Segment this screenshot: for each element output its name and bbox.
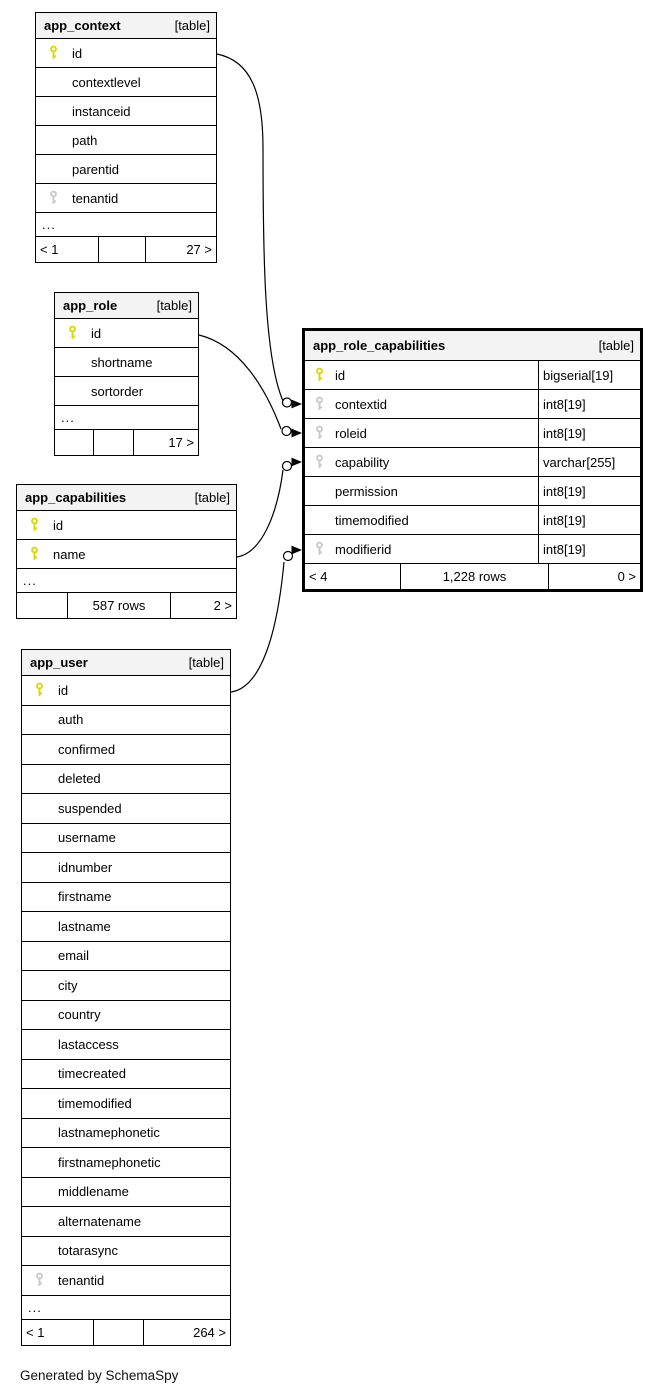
table-tag: [table]	[194, 490, 230, 505]
key-placeholder	[22, 1007, 58, 1023]
column-name: suspended	[58, 800, 122, 816]
column-row-tenantid	[36, 184, 216, 213]
column-row-id	[22, 676, 230, 706]
key-glyph	[35, 1272, 44, 1288]
edge-line	[231, 562, 284, 692]
column-type: int8[19]	[538, 535, 640, 563]
column-row-sortorder	[55, 377, 198, 406]
column-name: lastaccess	[58, 1036, 119, 1052]
column-name: permission	[335, 483, 398, 499]
column-name: firstname	[58, 889, 112, 905]
table-tag: [table]	[188, 655, 224, 670]
column-name: auth	[58, 712, 84, 728]
key-placeholder	[55, 383, 91, 399]
column-row-timemodified	[305, 506, 640, 535]
column-row-path	[36, 126, 216, 155]
column-row-shortname	[55, 348, 198, 377]
column-row-permission	[305, 477, 640, 506]
table-tag: [table]	[156, 298, 192, 313]
table-tag: [table]	[174, 18, 210, 33]
key-glyph	[315, 454, 324, 470]
column-name: id	[91, 325, 102, 341]
stat-children: 17 >	[168, 435, 194, 450]
column-row-firstname	[22, 883, 230, 913]
column-type: int8[19]	[538, 477, 640, 505]
key-glyph	[315, 367, 324, 383]
table-columns	[55, 319, 198, 406]
stat-rows	[99, 237, 146, 262]
edge-app_context-id-to-contextid	[217, 54, 302, 408]
key-glyph	[35, 682, 44, 698]
generated-by-note: Generated by SchemaSpy	[20, 1368, 179, 1383]
stat-parents	[17, 593, 68, 618]
key-placeholder	[22, 889, 58, 905]
stat-children: 27 >	[186, 242, 212, 257]
column-name: timecreated	[58, 1066, 126, 1082]
table-tag: [table]	[598, 338, 634, 353]
stat-parents: < 4	[305, 564, 401, 589]
key-placeholder	[22, 800, 58, 816]
table-header	[55, 293, 198, 319]
column-name: deleted	[58, 771, 101, 787]
table-stats	[17, 593, 236, 618]
stat-rows	[94, 430, 134, 455]
column-row-roleid	[305, 419, 640, 448]
column-row-capability	[305, 448, 640, 477]
ellipsis-row: ...	[55, 406, 198, 430]
key-placeholder	[22, 1125, 58, 1141]
column-type: int8[19]	[538, 419, 640, 447]
column-name: contextid	[335, 396, 388, 412]
column-row-instanceid	[36, 97, 216, 126]
edge-circle	[283, 398, 292, 407]
column-name: firstnamephonetic	[58, 1154, 161, 1170]
column-name: timemodified	[335, 512, 409, 528]
ellipsis-row: ...	[22, 1296, 230, 1320]
key-placeholder	[55, 354, 91, 370]
column-name: sortorder	[91, 383, 144, 399]
column-name: confirmed	[58, 741, 116, 757]
table-header	[305, 331, 640, 361]
stat-children: 2 >	[213, 598, 232, 613]
column-row-confirmed	[22, 735, 230, 765]
column-name: name	[53, 546, 86, 562]
table-columns	[36, 39, 216, 213]
stat-children: 264 >	[193, 1324, 226, 1340]
table-header	[36, 13, 216, 39]
column-type: bigserial[19]	[538, 361, 640, 389]
table-name[interactable]: app_role_capabilities	[313, 338, 446, 353]
column-row-timemodified	[22, 1089, 230, 1119]
column-row-email	[22, 942, 230, 972]
column-row-suspended	[22, 794, 230, 824]
column-row-totarasync	[22, 1237, 230, 1267]
stat-parents: < 1	[22, 1320, 94, 1345]
table-stats	[305, 564, 640, 589]
foreign-key-icon	[305, 454, 335, 470]
key-placeholder	[22, 830, 58, 846]
table-columns	[22, 676, 230, 1296]
stat-parents: < 1	[36, 237, 99, 262]
edge-arrowhead	[292, 429, 303, 438]
column-name: instanceid	[72, 103, 131, 119]
edge-line	[237, 470, 283, 557]
column-name: lastnamephonetic	[58, 1125, 160, 1141]
column-row-idnumber	[22, 853, 230, 883]
foreign-key-icon	[305, 541, 335, 557]
table-header	[17, 485, 236, 511]
column-name: roleid	[335, 425, 367, 441]
column-row-lastaccess	[22, 1030, 230, 1060]
column-row-modifierid	[305, 535, 640, 564]
key-placeholder	[22, 741, 58, 757]
column-row-id	[36, 39, 216, 68]
column-name: shortname	[91, 354, 153, 370]
key-placeholder	[22, 918, 58, 934]
edge-circle	[283, 462, 292, 471]
foreign-key-icon	[305, 396, 335, 412]
key-placeholder	[22, 1036, 58, 1052]
ellipsis-row: ...	[17, 569, 236, 593]
key-placeholder	[22, 859, 58, 875]
edge-line	[217, 54, 283, 401]
key-glyph	[30, 517, 39, 533]
column-row-name	[17, 540, 236, 569]
key-glyph	[68, 325, 77, 341]
key-glyph	[30, 546, 39, 562]
column-row-firstnamephonetic	[22, 1148, 230, 1178]
column-row-id	[55, 319, 198, 348]
table-name[interactable]: app_user	[30, 655, 88, 670]
edge-app_user-id-to-modifierid	[231, 546, 302, 692]
column-name: contextlevel	[72, 74, 141, 90]
column-name: timemodified	[58, 1095, 132, 1111]
key-placeholder	[22, 1154, 58, 1170]
table-stats	[55, 430, 198, 455]
column-row-middlename	[22, 1178, 230, 1208]
key-glyph	[315, 425, 324, 441]
column-name: city	[58, 977, 78, 993]
column-row-lastnamephonetic	[22, 1119, 230, 1149]
foreign-key-icon	[305, 425, 335, 441]
column-row-city	[22, 971, 230, 1001]
column-row-timecreated	[22, 1060, 230, 1090]
foreign-key-icon	[36, 190, 72, 206]
stat-rows	[94, 1320, 144, 1345]
column-name: lastname	[58, 918, 111, 934]
table-columns	[17, 511, 236, 569]
stat-children: 0 >	[617, 569, 636, 584]
column-row-id	[17, 511, 236, 540]
column-row-alternatename	[22, 1207, 230, 1237]
column-name: modifierid	[335, 541, 392, 557]
table-app_capabilities	[16, 484, 237, 619]
table-app_user	[21, 649, 231, 1346]
key-placeholder	[36, 161, 72, 177]
table-app_role	[54, 292, 199, 456]
column-name: id	[53, 517, 64, 533]
primary-key-icon	[17, 546, 53, 562]
column-row-username	[22, 824, 230, 854]
table-name[interactable]: app_context	[44, 18, 121, 33]
stat-parents	[55, 430, 94, 455]
key-placeholder	[22, 1095, 58, 1111]
key-placeholder	[22, 1066, 58, 1082]
column-name: tenantid	[58, 1272, 105, 1288]
column-row-contextid	[305, 390, 640, 419]
key-placeholder	[22, 712, 58, 728]
column-type: int8[19]	[538, 390, 640, 418]
key-placeholder	[36, 74, 72, 90]
table-name[interactable]: app_capabilities	[25, 490, 127, 505]
primary-key-icon	[17, 517, 53, 533]
key-glyph	[49, 45, 58, 61]
edge-circle	[284, 552, 293, 561]
column-row-tenantid	[22, 1266, 230, 1296]
column-name: id	[72, 45, 83, 61]
key-placeholder	[22, 771, 58, 787]
edge-arrowhead	[292, 458, 303, 467]
table-stats	[36, 237, 216, 262]
key-glyph	[315, 396, 324, 412]
key-placeholder	[22, 1184, 58, 1200]
edge-line	[199, 335, 281, 429]
primary-key-icon	[36, 45, 72, 61]
column-name: id	[58, 682, 69, 698]
key-placeholder	[22, 1243, 58, 1259]
column-row-id	[305, 361, 640, 390]
column-name: tenantid	[72, 190, 119, 206]
primary-key-icon	[305, 367, 335, 383]
key-placeholder	[22, 948, 58, 964]
column-row-deleted	[22, 765, 230, 795]
key-glyph	[49, 190, 58, 206]
column-name: path	[72, 132, 98, 148]
stat-rows: 587 rows	[68, 593, 171, 618]
table-columns	[305, 361, 640, 564]
column-row-country	[22, 1001, 230, 1031]
column-name: username	[58, 830, 116, 846]
foreign-key-icon	[22, 1272, 58, 1288]
column-name: middlename	[58, 1184, 129, 1200]
key-glyph	[315, 541, 324, 557]
table-stats	[22, 1320, 230, 1345]
column-name: email	[58, 948, 90, 964]
column-name: totarasync	[58, 1243, 118, 1259]
column-row-parentid	[36, 155, 216, 184]
column-row-lastname	[22, 912, 230, 942]
edge-app_role-id-to-roleid	[199, 335, 302, 437]
table-app_context	[35, 12, 217, 263]
column-name: alternatename	[58, 1213, 142, 1229]
table-app_role_capabilities	[302, 328, 643, 592]
column-name: country	[58, 1007, 101, 1023]
key-placeholder	[305, 512, 335, 528]
key-placeholder	[36, 132, 72, 148]
key-placeholder	[36, 103, 72, 119]
column-type: varchar[255]	[538, 448, 640, 476]
key-placeholder	[22, 1213, 58, 1229]
key-placeholder	[305, 483, 335, 499]
column-name: parentid	[72, 161, 119, 177]
edge-circle	[282, 427, 291, 436]
key-placeholder	[22, 977, 58, 993]
column-row-auth	[22, 706, 230, 736]
edge-arrowhead	[292, 546, 303, 555]
ellipsis-row: ...	[36, 213, 216, 237]
stat-rows: 1,228 rows	[401, 564, 549, 589]
primary-key-icon	[22, 682, 58, 698]
column-type: int8[19]	[538, 506, 640, 534]
column-name: id	[335, 367, 346, 383]
edge-app_capabilities-name-to-capability	[237, 458, 302, 557]
table-header	[22, 650, 230, 676]
edge-arrowhead	[292, 400, 303, 409]
primary-key-icon	[55, 325, 91, 341]
column-name: capability	[335, 454, 390, 470]
column-name: idnumber	[58, 859, 113, 875]
column-row-contextlevel	[36, 68, 216, 97]
table-name[interactable]: app_role	[63, 298, 118, 313]
